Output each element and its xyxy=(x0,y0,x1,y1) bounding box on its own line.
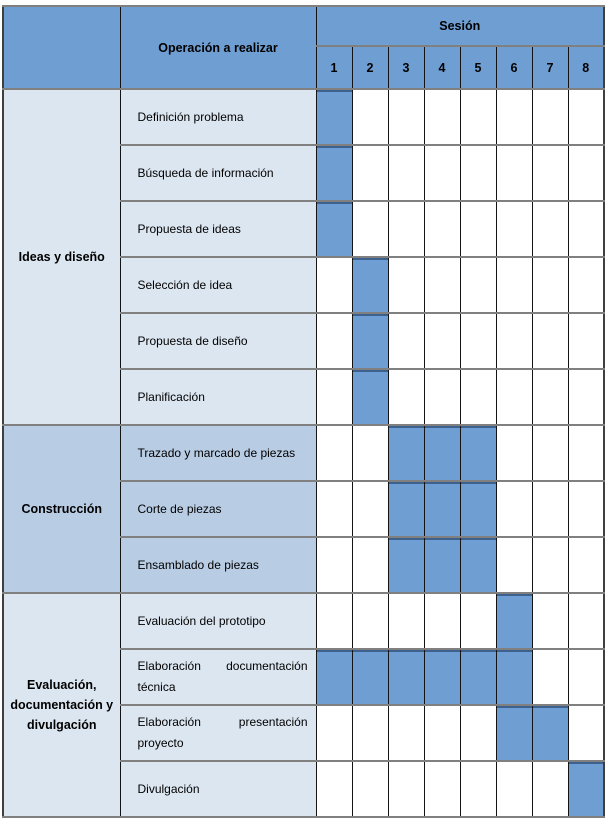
operation-cell: Selección de idea xyxy=(120,257,316,313)
session-cell xyxy=(352,201,388,257)
operation-cell: Corte de piezas xyxy=(120,481,316,537)
session-cell xyxy=(532,761,568,817)
gantt-bar-cell xyxy=(460,425,496,481)
gantt-table xyxy=(2,5,605,818)
session-cell xyxy=(388,369,424,425)
session-cell xyxy=(496,537,532,593)
session-cell xyxy=(568,481,604,537)
session-cell xyxy=(352,425,388,481)
gantt-bar-cell xyxy=(460,481,496,537)
gantt-bar-cell xyxy=(568,761,604,817)
session-cell xyxy=(460,257,496,313)
session-cell xyxy=(460,369,496,425)
session-cell xyxy=(388,593,424,649)
session-cell xyxy=(532,89,568,145)
session-cell xyxy=(460,313,496,369)
session-group-header: Sesión xyxy=(316,6,604,46)
session-cell xyxy=(568,649,604,705)
operation-cell: Trazado y marcado de piezas xyxy=(120,425,316,481)
session-cell xyxy=(460,593,496,649)
task-row xyxy=(3,593,604,649)
session-cell xyxy=(496,369,532,425)
table-header xyxy=(3,6,604,89)
session-cell xyxy=(424,89,460,145)
session-cell xyxy=(568,201,604,257)
session-cell xyxy=(316,425,352,481)
gantt-bar-cell xyxy=(316,201,352,257)
session-cell xyxy=(568,425,604,481)
task-row xyxy=(3,89,604,145)
session-cell xyxy=(568,89,604,145)
phase-cell: Ideas y diseño xyxy=(3,89,120,425)
operation-cell: Búsqueda de información xyxy=(120,145,316,201)
session-cell xyxy=(568,593,604,649)
gantt-bar-cell xyxy=(424,649,460,705)
session-cell xyxy=(568,369,604,425)
gantt-bar-cell xyxy=(316,145,352,201)
session-number-1: 1 xyxy=(316,46,352,89)
session-cell xyxy=(532,313,568,369)
session-cell xyxy=(424,145,460,201)
session-cell xyxy=(532,145,568,201)
session-cell xyxy=(532,201,568,257)
session-cell xyxy=(532,537,568,593)
session-cell xyxy=(532,257,568,313)
session-cell xyxy=(316,537,352,593)
session-cell xyxy=(496,201,532,257)
session-number-2: 2 xyxy=(352,46,388,89)
session-cell xyxy=(424,705,460,761)
session-cell xyxy=(316,705,352,761)
gantt-bar-cell xyxy=(424,425,460,481)
gantt-bar-cell xyxy=(460,649,496,705)
session-cell xyxy=(496,425,532,481)
session-cell xyxy=(568,537,604,593)
operation-cell: Propuesta de ideas xyxy=(120,201,316,257)
session-cell xyxy=(532,593,568,649)
header-row-top xyxy=(3,6,604,46)
session-cell xyxy=(316,593,352,649)
session-cell xyxy=(316,481,352,537)
operation-column-header: Operación a realizar xyxy=(120,6,316,89)
gantt-bar-cell xyxy=(352,369,388,425)
session-number-3: 3 xyxy=(388,46,424,89)
session-cell xyxy=(568,145,604,201)
session-cell xyxy=(388,705,424,761)
operation-cell: Propuesta de diseño xyxy=(120,313,316,369)
session-cell xyxy=(532,369,568,425)
session-cell xyxy=(316,761,352,817)
session-cell xyxy=(460,145,496,201)
session-cell xyxy=(424,369,460,425)
gantt-bar-cell xyxy=(496,649,532,705)
gantt-bar-cell xyxy=(316,649,352,705)
operation-cell: Divulgación xyxy=(120,761,316,817)
session-cell xyxy=(496,89,532,145)
phase-cell: Evaluación, documentación y divulgación xyxy=(3,593,120,817)
session-cell xyxy=(352,481,388,537)
session-cell xyxy=(568,257,604,313)
operation-cell: Ensamblado de piezas xyxy=(120,537,316,593)
session-cell xyxy=(388,257,424,313)
gantt-bar-cell xyxy=(352,313,388,369)
session-number-4: 4 xyxy=(424,46,460,89)
session-cell xyxy=(352,705,388,761)
session-cell xyxy=(496,145,532,201)
session-cell xyxy=(388,89,424,145)
gantt-bar-cell xyxy=(388,425,424,481)
operation-cell: Elaboración presentación proyecto xyxy=(120,705,316,761)
session-cell xyxy=(388,145,424,201)
session-number-5: 5 xyxy=(460,46,496,89)
session-cell xyxy=(424,593,460,649)
session-cell xyxy=(388,761,424,817)
session-cell xyxy=(352,593,388,649)
session-number-7: 7 xyxy=(532,46,568,89)
session-cell xyxy=(496,313,532,369)
gantt-body xyxy=(3,89,604,817)
gantt-bar-cell xyxy=(388,537,424,593)
session-cell xyxy=(568,705,604,761)
corner-cell xyxy=(3,6,120,89)
session-cell xyxy=(532,425,568,481)
gantt-bar-cell xyxy=(532,705,568,761)
gantt-bar-cell xyxy=(496,593,532,649)
session-cell xyxy=(316,369,352,425)
operation-cell: Definición problema xyxy=(120,89,316,145)
session-cell xyxy=(424,257,460,313)
session-number-8: 8 xyxy=(568,46,604,89)
session-cell xyxy=(388,201,424,257)
operation-cell: Evaluación del prototipo xyxy=(120,593,316,649)
session-number-6: 6 xyxy=(496,46,532,89)
phase-cell: Construcción xyxy=(3,425,120,593)
session-cell xyxy=(568,313,604,369)
session-cell xyxy=(496,761,532,817)
gantt-bar-cell xyxy=(388,649,424,705)
session-cell xyxy=(496,257,532,313)
session-cell xyxy=(460,201,496,257)
gantt-bar-cell xyxy=(388,481,424,537)
gantt-bar-cell xyxy=(424,537,460,593)
session-cell xyxy=(460,705,496,761)
session-cell xyxy=(388,313,424,369)
gantt-bar-cell xyxy=(352,649,388,705)
gantt-bar-cell xyxy=(352,257,388,313)
session-cell xyxy=(352,89,388,145)
session-cell xyxy=(352,537,388,593)
session-cell xyxy=(316,313,352,369)
task-row xyxy=(3,425,604,481)
session-cell xyxy=(460,761,496,817)
session-cell xyxy=(496,481,532,537)
session-cell xyxy=(424,313,460,369)
gantt-bar-cell xyxy=(316,89,352,145)
session-cell xyxy=(460,89,496,145)
session-cell xyxy=(532,481,568,537)
gantt-bar-cell xyxy=(424,481,460,537)
operation-cell: Elaboración documentación técnica xyxy=(120,649,316,705)
session-cell xyxy=(316,257,352,313)
gantt-bar-cell xyxy=(460,537,496,593)
gantt-bar-cell xyxy=(496,705,532,761)
session-cell xyxy=(424,201,460,257)
operation-cell: Planificación xyxy=(120,369,316,425)
session-cell xyxy=(352,761,388,817)
session-cell xyxy=(424,761,460,817)
session-cell xyxy=(352,145,388,201)
session-cell xyxy=(532,649,568,705)
